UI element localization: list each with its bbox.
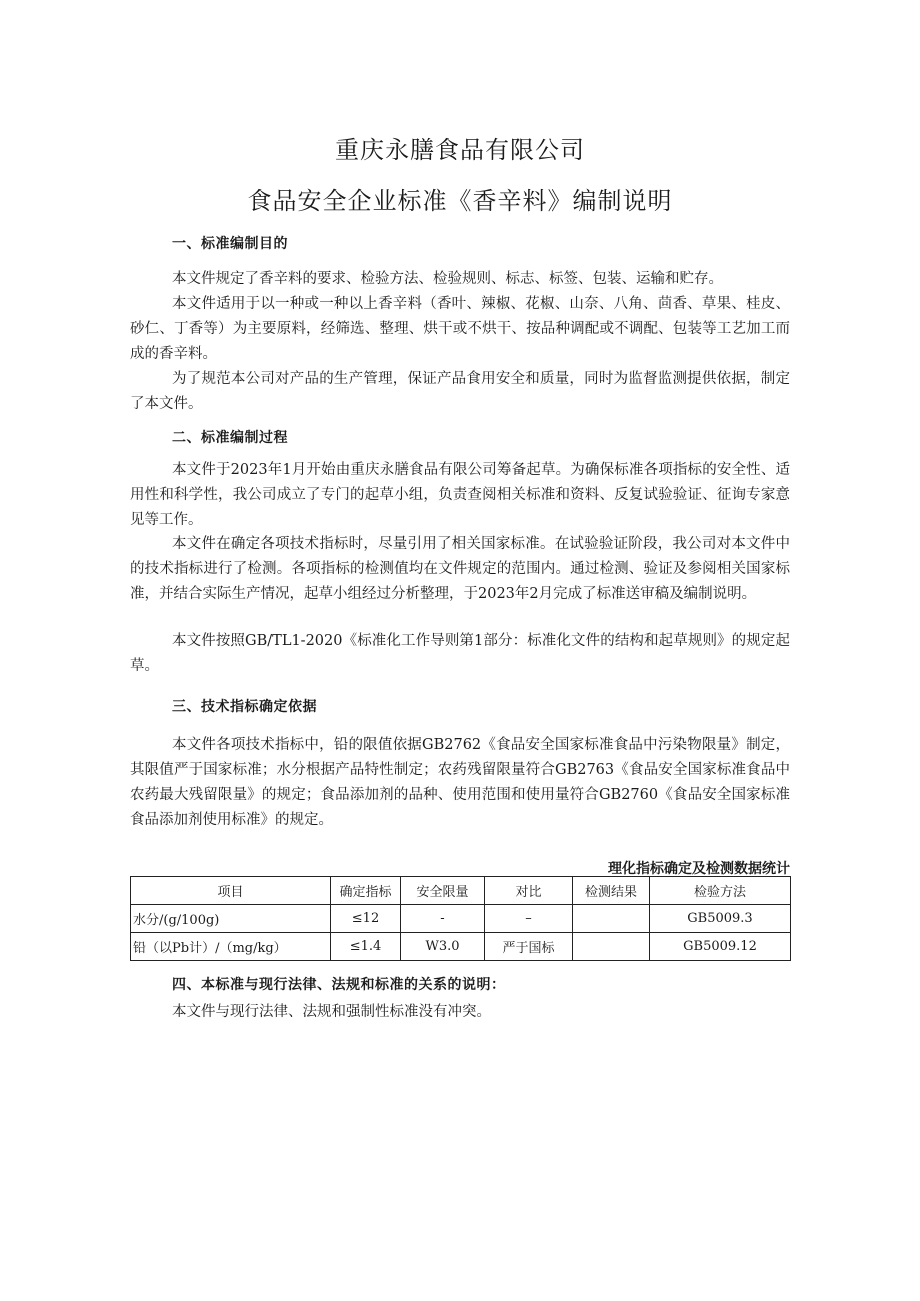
section4-heading: 四、本标准与现行法律、法规和标准的关系的说明： xyxy=(172,977,506,993)
table-cell xyxy=(573,933,650,961)
table-header-cell: 项目 xyxy=(131,877,331,905)
table-header-row xyxy=(131,877,791,905)
table-cell: – xyxy=(485,905,573,933)
table-cell: ≤12 xyxy=(331,905,401,933)
section2-paragraph: 本文件按照GB/TL1-2020《标准化工作导则第1部分：标准化文件的结构和起草规则》的规定起草。 xyxy=(130,633,790,674)
table-row xyxy=(131,933,791,961)
document-title: 食品安全企业标准《香辛料》编制说明 xyxy=(247,187,673,215)
section2-heading: 二、标准编制过程 xyxy=(172,430,288,446)
indicator-table xyxy=(130,876,791,961)
table-cell: - xyxy=(401,905,485,933)
table-caption: 理化指标确定及检测数据统计 xyxy=(608,861,790,877)
section1-paragraph: 本文件适用于以一种或一种以上香辛料（香叶、辣椒、花椒、山奈、八角、茴香、草果、桂皮、砂仁、丁香等）为主要原料，经筛选、整理、烘干或不烘干、按品种调配或不调配、包装等工艺加工而成的香辛料。 xyxy=(130,296,790,362)
table-cell: GB5009.3 xyxy=(650,905,791,933)
section3-heading: 三、技术指标确定依据 xyxy=(172,699,317,715)
section2-paragraph: 本文件于2023年1月开始由重庆永膳食品有限公司筹备起草。为确保标准各项指标的安全性、适用性和科学性，我公司成立了专门的起草小组，负责查阅相关标准和资料、反复试验验证、征询专家意见等工作。 xyxy=(130,462,790,528)
table-header-cell: 对比 xyxy=(485,877,573,905)
company-title: 重庆永膳食品有限公司 xyxy=(335,136,585,164)
table-header-cell: 确定指标 xyxy=(331,877,401,905)
table-cell: W3.0 xyxy=(401,933,485,961)
table-header-cell: 安全限量 xyxy=(401,877,485,905)
section2-paragraph: 本文件在确定各项技术指标时，尽量引用了相关国家标准。在试验验证阶段，我公司对本文件中的技术指标进行了检测。各项指标的检测值均在文件规定的范围内。通过检测、验证及参阅相关国家标准，并结合实际生产情况，起草小组经过分析整理，于2023年2月完成了标准送审稿及编制说明。 xyxy=(130,536,790,602)
section1-paragraph: 为了规范本公司对产品的生产管理，保证产品食用安全和质量，同时为监督监测提供依据，制定了本文件。 xyxy=(130,371,790,412)
table-header-cell: 检测结果 xyxy=(573,877,650,905)
section4-paragraph: 本文件与现行法律、法规和强制性标准没有冲突。 xyxy=(172,1004,491,1020)
table-row xyxy=(131,905,791,933)
table-cell: 严于国标 xyxy=(485,933,573,961)
section3-paragraph: 本文件各项技术指标中，铅的限值依据GB2762《食品安全国家标准食品中污染物限量》制定，其限值严于国家标准；水分根据产品特性制定；农药残留限量符合GB2763《食品安全国家标准食品中农药最大残留限量》的规定；食品添加剂的品种、使用范围和使用量符合GB2760《食品安全国家标准食品添加剂使用标准》的规定。 xyxy=(130,737,790,828)
table-cell: GB5009.12 xyxy=(650,933,791,961)
table-cell xyxy=(573,905,650,933)
table-header-cell: 检验方法 xyxy=(650,877,791,905)
section1-heading: 一、标准编制目的 xyxy=(172,236,288,252)
table-cell: ≤1.4 xyxy=(331,933,401,961)
section1-paragraph: 本文件规定了香辛料的要求、检验方法、检验规则、标志、标签、包装、运输和贮存。 xyxy=(172,271,723,287)
table-cell: 铅（以Pb计）/（mg/kg） xyxy=(131,933,331,961)
table-cell: 水分/(g/100g) xyxy=(131,905,331,933)
